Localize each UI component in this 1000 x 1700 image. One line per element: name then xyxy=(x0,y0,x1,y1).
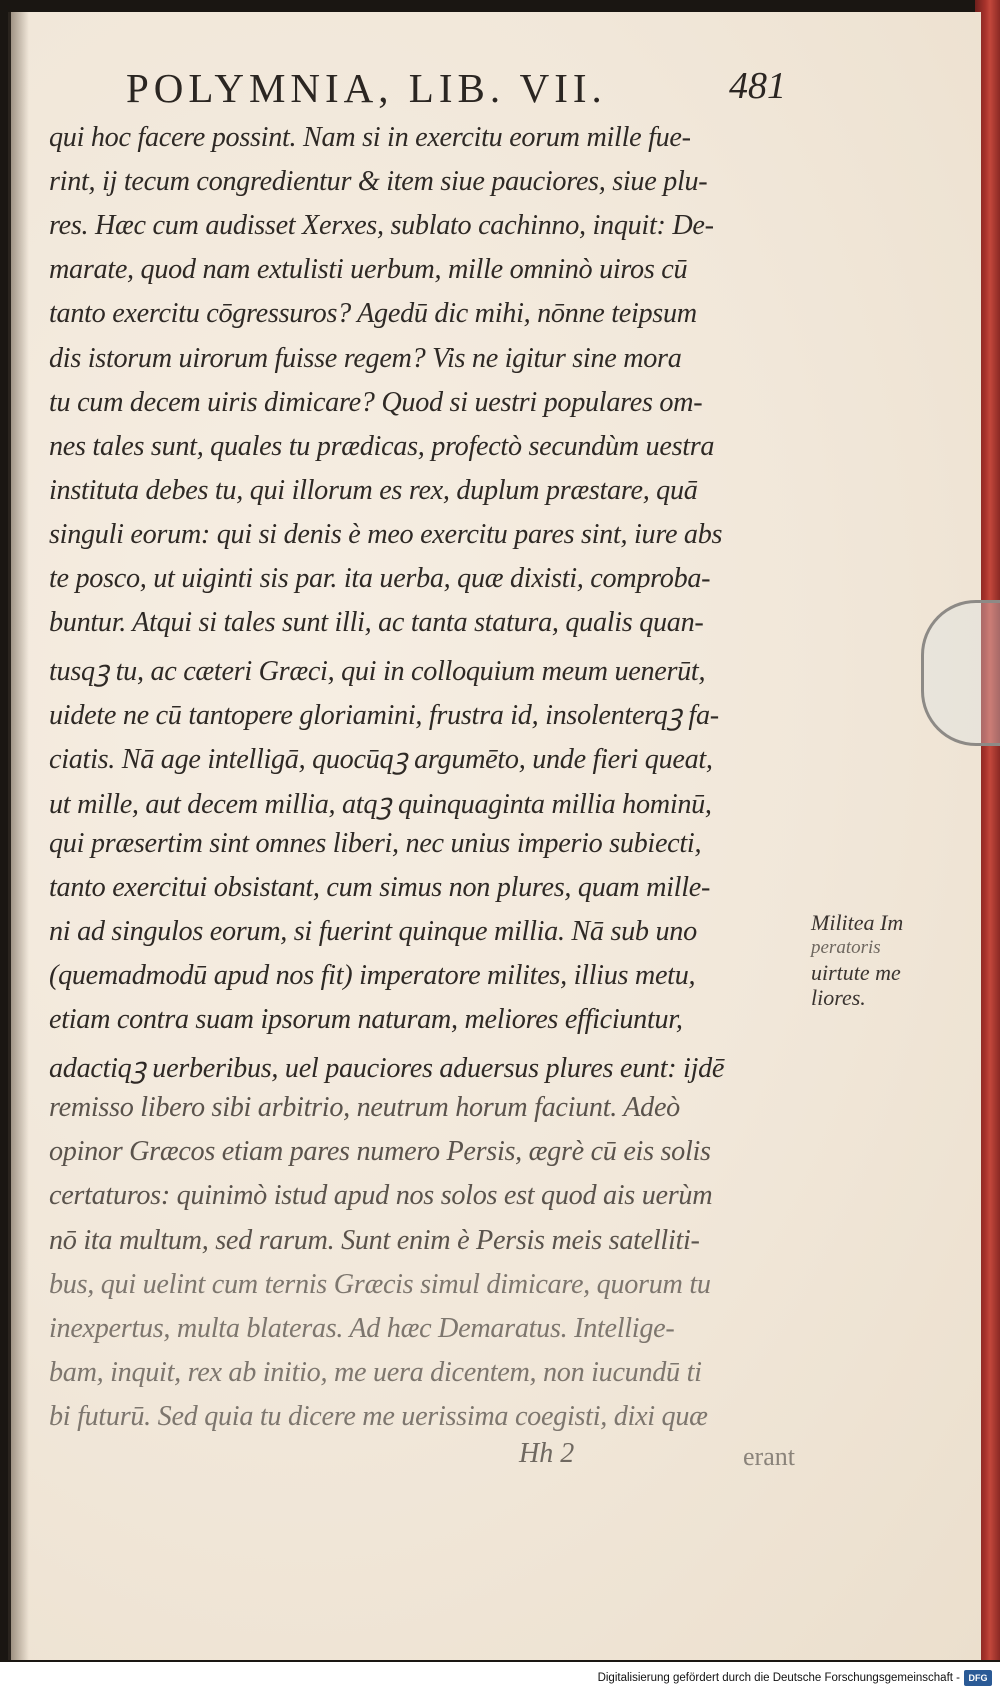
marginal-note xyxy=(811,910,951,1010)
marginal-note-line: peratoris xyxy=(811,937,881,958)
text-line: tanto exercitui obsistant, cum simus non plures, quam mille- xyxy=(49,871,711,903)
text-line: qui hoc facere possint. Nam si in exercitu eorum mille fue- xyxy=(49,122,691,153)
text-line: nes tales sunt, quales tu prædicas, profectò secundùm uestra xyxy=(49,430,715,462)
dfg-logo: DFG xyxy=(964,1670,992,1686)
text-line: te posco, ut uiginti sis par. ita uerba, quæ dixisti, comproba- xyxy=(49,563,711,594)
text-line: certaturos: quinimò istud apud nos solos est quod ais uerùm xyxy=(49,1180,713,1212)
text-line: ni ad singulos eorum, si fuerint quinque millia. Nā sub uno xyxy=(49,915,697,947)
text-line: inexpertus, multa blateras. Ad hæc Demaratus. Intellige- xyxy=(49,1312,675,1344)
running-head: POLYMNIA, LIB. VII. xyxy=(126,65,607,111)
catchword: erant xyxy=(743,1442,795,1471)
marginal-note-line: liores. xyxy=(811,985,866,1010)
marginal-note-line: Militea Im xyxy=(811,910,904,935)
marginal-note-line: uirtute me xyxy=(811,960,901,985)
text-line: (quemadmodū apud nos fit) imperatore milites, illius metu, xyxy=(49,959,696,991)
text-line: ciatis. Nā age intelligā, quocūqꝫ argumēto, unde fieri queat, xyxy=(49,744,713,776)
page-clip xyxy=(921,600,1000,746)
book-page xyxy=(8,12,981,1660)
text-line: adactiqꝫ uerberibus, uel pauciores aduersus plures eunt: ijdē xyxy=(49,1053,725,1085)
gutter-shadow xyxy=(11,12,29,1660)
text-line: opinor Græcos etiam pares numero Persis, ægrè cū eis solis xyxy=(49,1136,711,1168)
page-number: 481 xyxy=(729,65,786,107)
footer-bar xyxy=(0,1662,1000,1700)
text-line: qui præsertim sint omnes liberi, nec unius imperio subiecti, xyxy=(49,827,702,859)
signature-mark: Hh 2 xyxy=(519,1438,575,1469)
text-line: instituta debes tu, qui illorum es rex, duplum præstare, quā xyxy=(49,474,698,506)
text-line: remisso libero sibi arbitrio, neutrum horum faciunt. Adeò xyxy=(49,1092,680,1124)
text-line: res. Hæc cum audisset Xerxes, sublato cachinno, inquit: De- xyxy=(49,210,714,242)
text-line: marate, quod nam extulisti uerbum, mille omninò uiros cū xyxy=(49,254,688,286)
text-line: ut mille, aut decem millia, atqꝫ quinquaginta millia hominū, xyxy=(49,788,712,820)
text-line: nō ita multum, sed rarum. Sunt enim è Persis meis satelliti- xyxy=(49,1224,700,1256)
text-line: tusqꝫ tu, ac cæteri Græci, qui in colloquium meum uenerūt, xyxy=(49,656,706,688)
text-line: tanto exercitu cōgressuros? Agedū dic mihi, nōnne teipsum xyxy=(49,298,697,330)
funding-note: Digitalisierung gefördert durch die Deutsche Forschungsgemeinschaft - xyxy=(597,1672,960,1684)
text-line: tu cum decem uiris dimicare? Quod si uestri populares om- xyxy=(49,386,703,418)
text-line: dis istorum uirorum fuisse regem? Vis ne igitur sine mora xyxy=(49,342,682,374)
text-line: bus, qui uelint cum ternis Græcis simul dimicare, quorum tu xyxy=(49,1268,711,1300)
text-line: bam, inquit, rex ab initio, me uera dicentem, non iucundū ti xyxy=(49,1356,702,1388)
text-line: buntur. Atqui si tales sunt illi, ac tanta statura, qualis quan- xyxy=(49,607,704,639)
text-line: etiam contra suam ipsorum naturam, meliores efficiuntur, xyxy=(49,1004,683,1035)
text-line: rint, ij tecum congredientur & item siue pauciores, siue plu- xyxy=(49,166,708,198)
text-line: singuli eorum: qui si denis è meo exercitu pares sint, iure abs xyxy=(49,518,723,550)
text-line: uidete ne cū tantopere gloriamini, frustra id, insolenterqꝫ fa- xyxy=(49,700,719,732)
text-line: bi futurū. Sed quia tu dicere me uerissima coegisti, dixi quæ xyxy=(49,1400,708,1432)
